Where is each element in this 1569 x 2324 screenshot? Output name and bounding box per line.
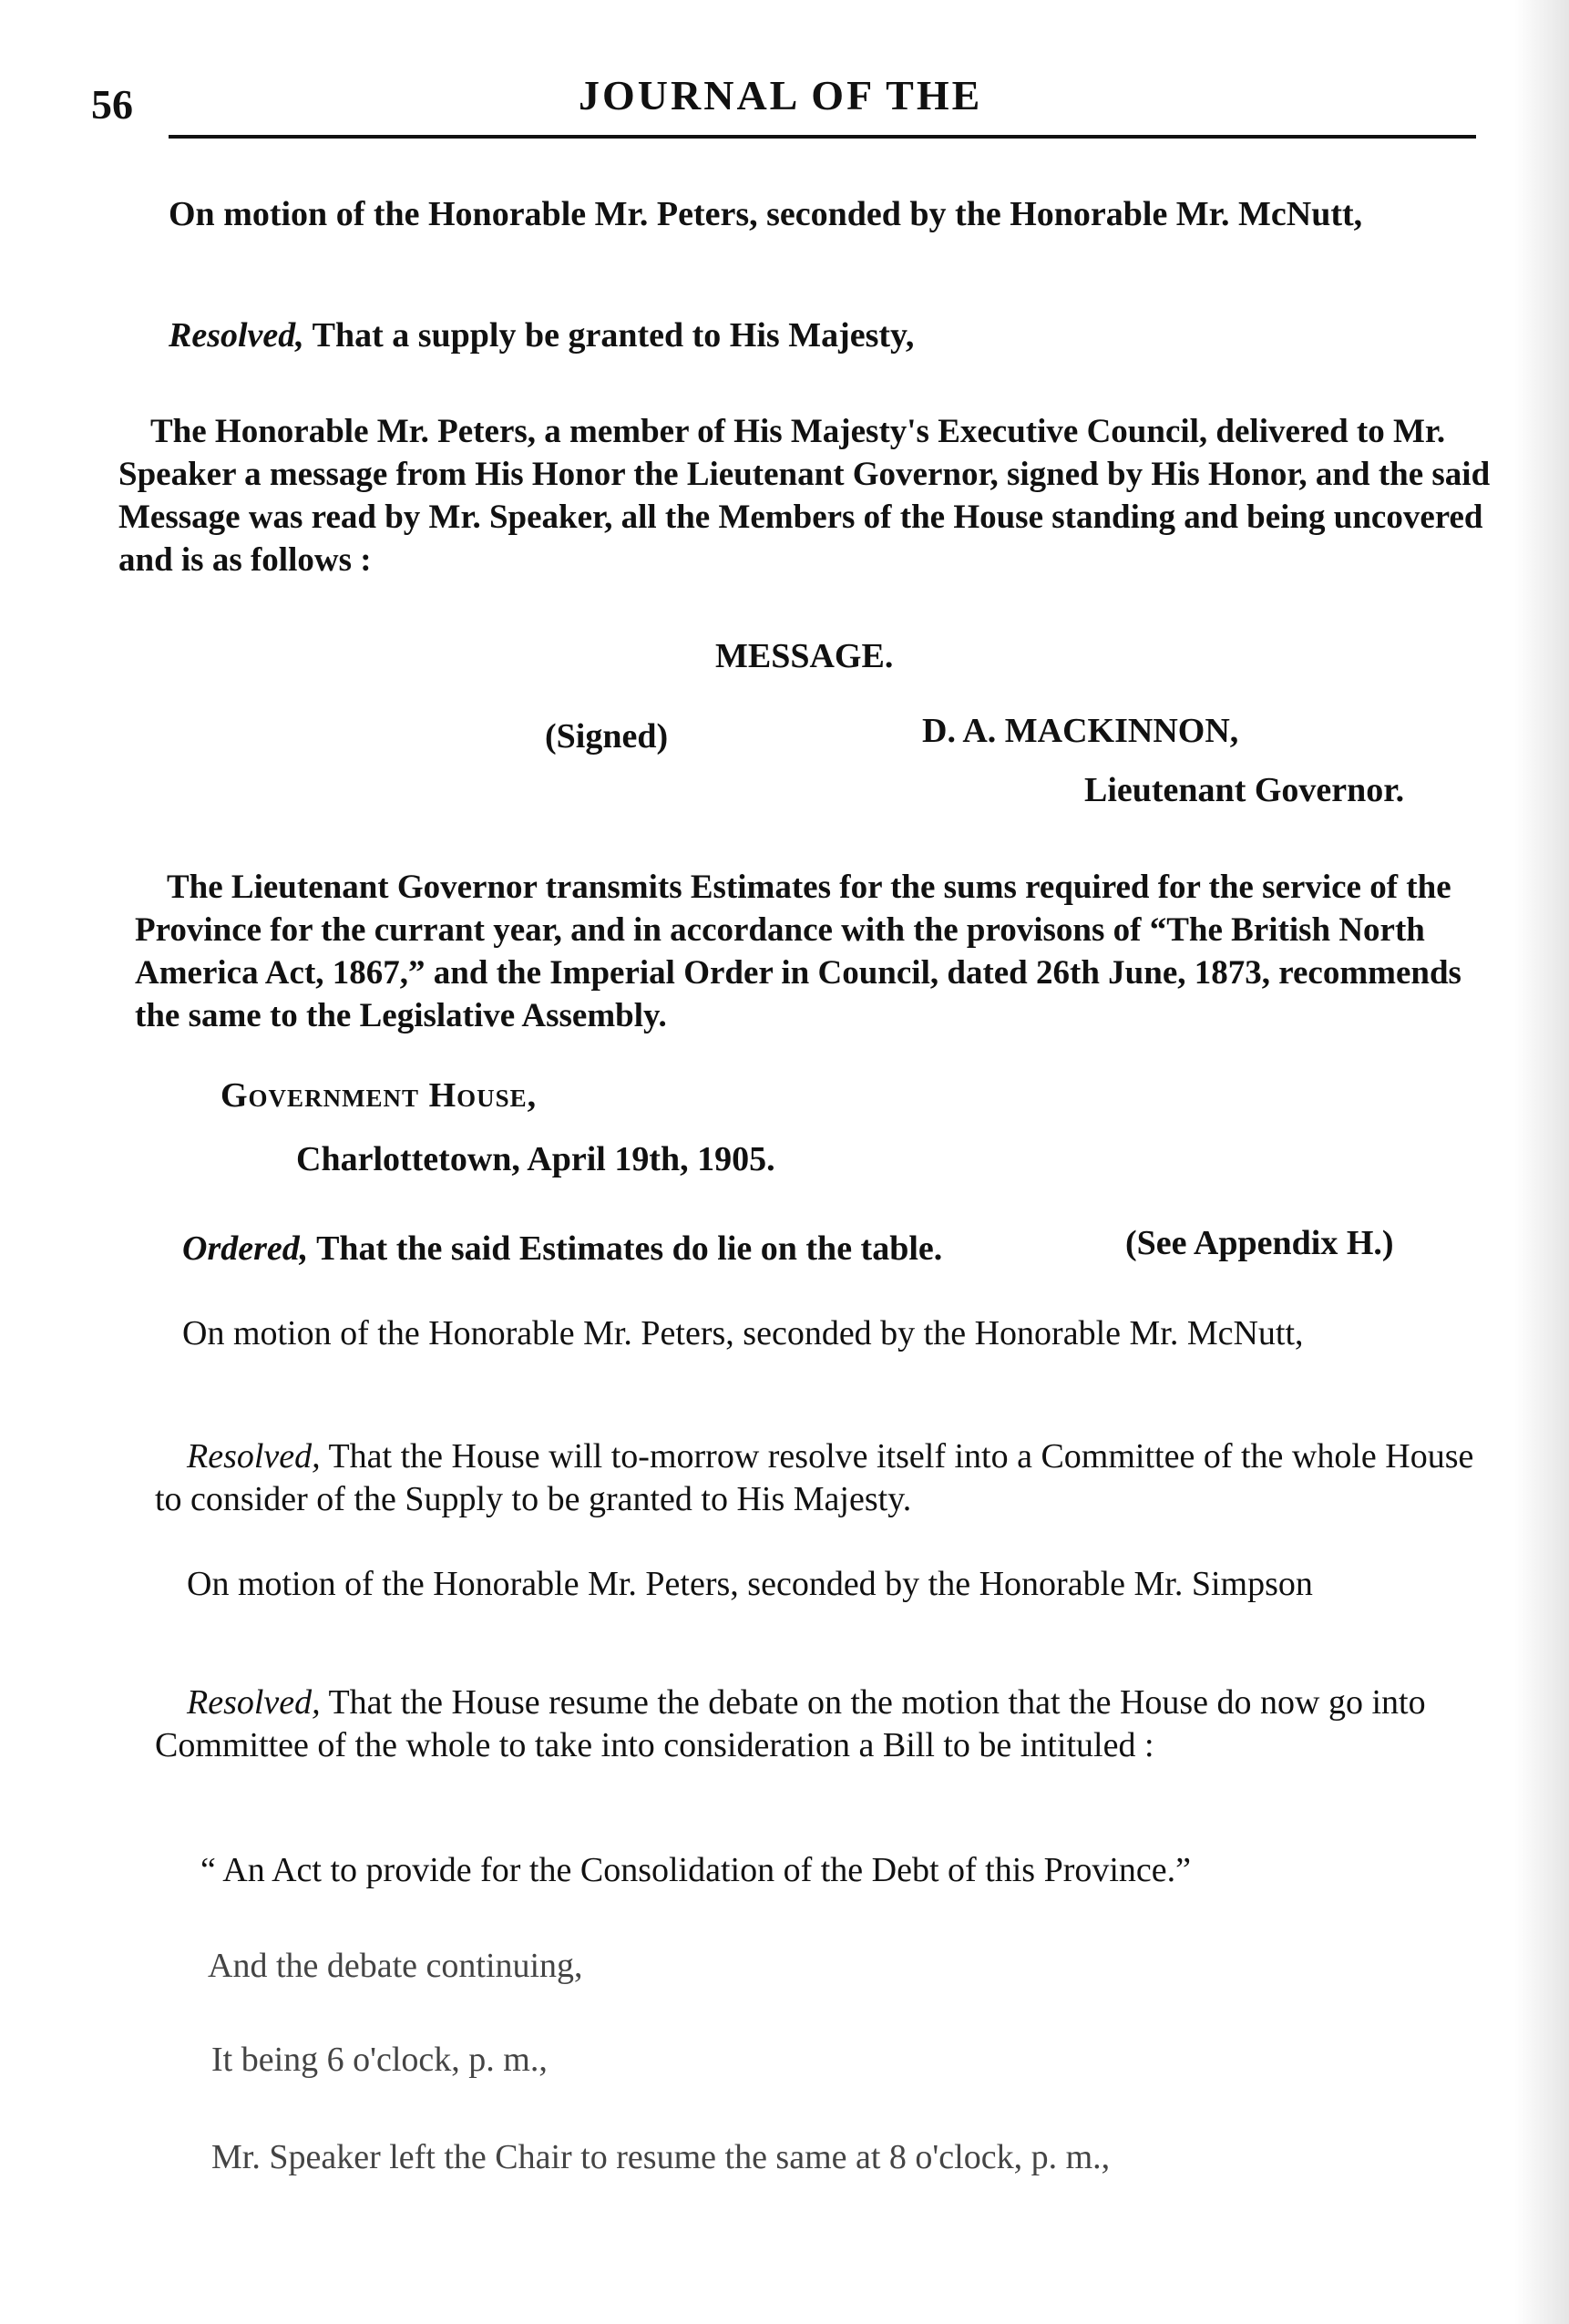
bill-title: “ An Act to provide for the Consolidation of the Debt of this Province.” xyxy=(200,1851,1192,1889)
resolved-label-1: Resolved, xyxy=(169,316,304,355)
running-title: JOURNAL OF THE xyxy=(579,72,983,118)
page-number: 56 xyxy=(91,81,133,128)
page-header xyxy=(91,64,1476,137)
speaker-line: Mr. Speaker left the Chair to resume the same at 8 o'clock, p. m., xyxy=(211,2138,1111,2176)
appendix-reference: (See Appendix H.) xyxy=(1125,1224,1394,1262)
resolution-text-2: That the House will to-morrow resolve itself into a Committee of the whole House to consider of the Supply to be granted to His Majesty. xyxy=(155,1437,1474,1518)
motion-paragraph-1: On motion of the Honorable Mr. Peters, seconded by the Honorable Mr. McNutt, xyxy=(169,195,1363,233)
resolved-label-2: Resolved, xyxy=(187,1437,321,1476)
signer-name: D. A. MACKINNON, xyxy=(922,712,1239,750)
time-line: It being 6 o'clock, p. m., xyxy=(211,2041,548,2079)
message-heading: MESSAGE. xyxy=(715,637,894,675)
resolution-text-3: That the House resume the debate on the motion that the House do now go into Committee of the whole to take into consideration a Bill to be intituled : xyxy=(155,1683,1426,1764)
signer-title: Lieutenant Governor. xyxy=(1084,771,1405,809)
resolution-paragraph-1 xyxy=(137,314,1476,357)
message-delivery-paragraph: The Honorable Mr. Peters, a member of His Majesty's Executive Council, delivered to Mr. Speaker a message from His Honor the Lieutenant Governor, signed by His Honor, and the said Message was read by Mr. Speaker, all the Members of the House standing and being uncovered and is as follows : xyxy=(118,413,1491,579)
resolution-text-1: That a supply be granted to His Majesty, xyxy=(303,316,915,355)
header-rule xyxy=(169,135,1476,139)
resolution-paragraph-2 xyxy=(155,1435,1476,1521)
motion-paragraph-2: On motion of the Honorable Mr. Peters, seconded by the Honorable Mr. McNutt, xyxy=(182,1314,1304,1352)
page-edge-shadow xyxy=(1514,0,1569,2324)
motion-paragraph-3: On motion of the Honorable Mr. Peters, seconded by the Honorable Mr. Simpson xyxy=(187,1565,1313,1603)
debate-line: And the debate continuing, xyxy=(208,1947,583,1985)
ordered-text: That the said Estimates do lie on the table. xyxy=(308,1229,943,1268)
signed-label: (Signed) xyxy=(545,717,669,756)
ordered-label: Ordered, xyxy=(182,1229,309,1268)
place-date-line: Charlottetown, April 19th, 1905. xyxy=(296,1140,775,1178)
resolution-paragraph-3 xyxy=(155,1681,1476,1767)
resolved-label-3: Resolved, xyxy=(187,1683,321,1722)
estimates-message-paragraph: The Lieutenant Governor transmits Estimates for the sums required for the service of the Province for the currant year, and in accordance with the provisons of “The British North America Act, 1867,” and the Imperial Order in Council, dated 26th June, 1873, recommends the same to the Legislative Assembly. xyxy=(135,869,1461,1034)
place-line-1: Government House, xyxy=(220,1076,538,1115)
ordered-paragraph xyxy=(182,1229,942,1269)
